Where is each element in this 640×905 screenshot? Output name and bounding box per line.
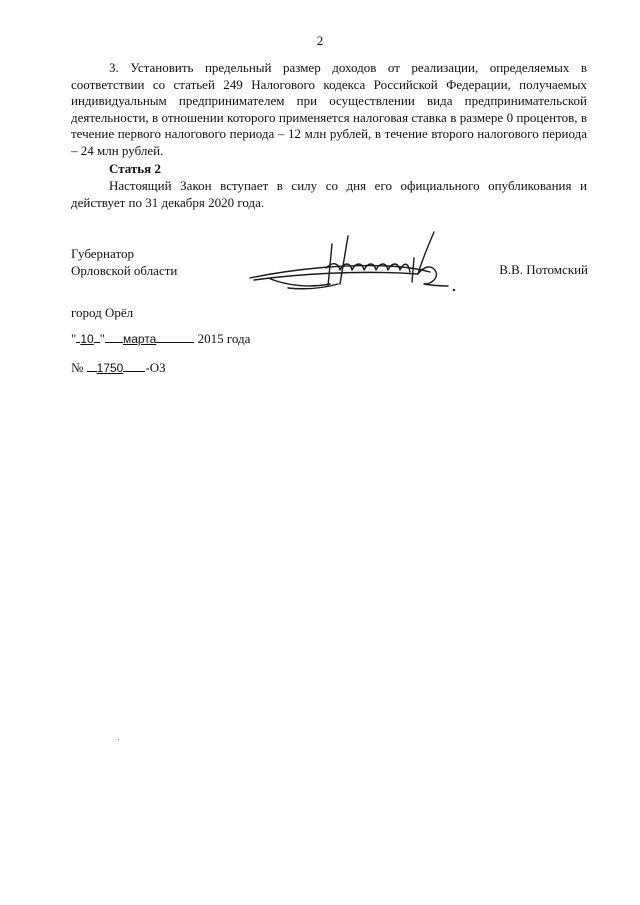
signatory-title-line-2: Орловской области [71, 262, 178, 278]
date-year: 2015 года [197, 331, 251, 346]
date-month: марта [122, 332, 157, 346]
signatory-title-line-1: Губернатор [71, 246, 134, 261]
date-day: 10 [80, 332, 94, 346]
date-line [71, 331, 250, 347]
law-number-line [71, 360, 166, 376]
article-2-heading: Статья 2 [109, 161, 161, 176]
number-sign: № [71, 360, 84, 375]
date-quote-close: " [99, 331, 105, 346]
signatory-title [71, 246, 177, 279]
handwritten-signature [248, 228, 458, 300]
signatory-name: В.В. Потомский [499, 262, 588, 277]
page-number: 2 [316, 33, 324, 48]
date-quote-open: " [71, 331, 77, 346]
article-2-text: Настоящий Закон вступает в силу со дня его официального опубликования и действует по 31 декабря 2020 года. [71, 178, 587, 210]
clause-3-text: 3. Установить предельный размер доходов от реализации, определяемых в соответствии со статьей 249 Налогового кодекса Российской Федерации, получаемых индивидуальным предпринимателем при осуществлении вида предпринимательской деятельности, в отношении которого применяется налоговая ставка в размере 0 процентов, в течение первого налогового периода – 12 млн рублей, в течение второго налогового периода – 24 млн рублей. [71, 60, 587, 158]
law-number-suffix: -ОЗ [145, 360, 166, 375]
city-name: город Орёл [71, 305, 134, 320]
law-number: 1750 [96, 361, 124, 375]
scan-speck [118, 739, 119, 740]
